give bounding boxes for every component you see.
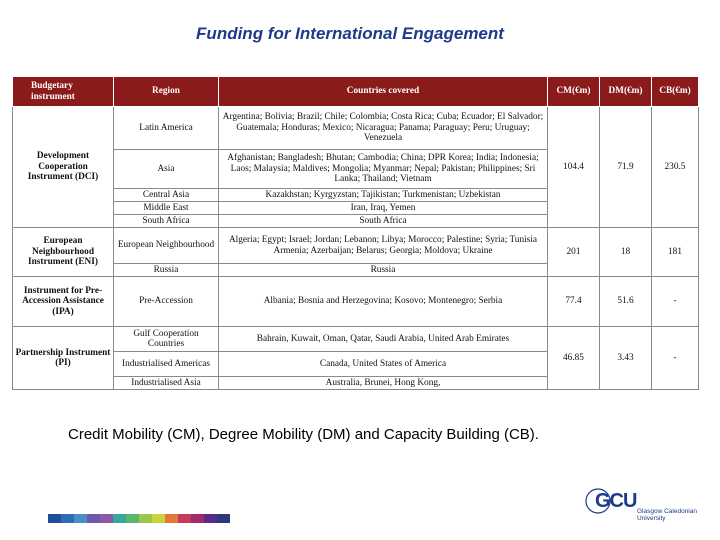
logo-wordmark: GCU <box>595 490 637 512</box>
header-countries: Countries covered <box>219 77 548 107</box>
region-cell: Asia <box>114 150 219 189</box>
countries-cell: Bahrain, Kuwait, Oman, Qatar, Saudi Arabia, United Arab Emirates <box>219 327 548 352</box>
region-cell: Central Asia <box>114 189 219 202</box>
table-row <box>13 228 699 264</box>
funding-table <box>12 76 699 390</box>
dci-dm: 71.9 <box>600 107 652 228</box>
decorative-color-strip <box>48 514 230 523</box>
color-strip-segment <box>178 514 191 523</box>
gcu-logo <box>585 488 697 528</box>
header-cb: CB(€m) <box>652 77 699 107</box>
ipa-cm: 77.4 <box>548 277 600 327</box>
countries-cell: Algeria; Egypt; Israel; Jordan; Lebanon; Libya; Morocco; Palestine; Syria; Tunisia Armenia; Azerbaijan; Belarus; Georgia; Moldova; Ukraine <box>219 228 548 264</box>
table-row <box>13 107 699 150</box>
color-strip-segment <box>139 514 152 523</box>
instrument-eni: European Neighbourhood Instrument (ENI) <box>13 228 114 277</box>
color-strip-segment <box>61 514 74 523</box>
countries-cell: Canada, United States of America <box>219 352 548 377</box>
instrument-dci: Development Cooperation Instrument (DCI) <box>13 107 114 228</box>
color-strip-segment <box>217 514 230 523</box>
pi-cm: 46.85 <box>548 327 600 390</box>
region-cell: European Neighbourhood <box>114 228 219 264</box>
eni-cb: 181 <box>652 228 699 277</box>
logo-university: Glasgow Caledonian University <box>637 508 697 522</box>
ipa-cb: - <box>652 277 699 327</box>
region-cell: Gulf Cooperation Countries <box>114 327 219 352</box>
countries-cell: South Africa <box>219 215 548 228</box>
instrument-pi: Partnership Instrument (PI) <box>13 327 114 390</box>
color-strip-segment <box>165 514 178 523</box>
header-region: Region <box>114 77 219 107</box>
color-strip-segment <box>100 514 113 523</box>
instrument-ipa: Instrument for Pre-Accession Assistance (IPA) <box>13 277 114 327</box>
region-cell: Russia <box>114 264 219 277</box>
slide-title: Funding for International Engagement <box>196 24 504 43</box>
header-cm: CM(€m) <box>548 77 600 107</box>
countries-cell: Albania; Bosnia and Herzegovina; Kosovo; Montenegro; Serbia <box>219 277 548 327</box>
region-cell: South Africa <box>114 215 219 228</box>
countries-cell: Iran, Iraq, Yemen <box>219 202 548 215</box>
color-strip-segment <box>204 514 217 523</box>
countries-cell: Australia, Brunei, Hong Kong, <box>219 377 548 390</box>
header-dm: DM(€m) <box>600 77 652 107</box>
table-row <box>13 277 699 327</box>
eni-cm: 201 <box>548 228 600 277</box>
color-strip-segment <box>152 514 165 523</box>
pi-dm: 3.43 <box>600 327 652 390</box>
region-cell: Middle East <box>114 202 219 215</box>
color-strip-segment <box>48 514 61 523</box>
countries-cell: Russia <box>219 264 548 277</box>
header-instrument: Budgetary instrument <box>13 77 114 107</box>
dci-cb: 230.5 <box>652 107 699 228</box>
dci-cm: 104.4 <box>548 107 600 228</box>
region-cell: Industrialised Asia <box>114 377 219 390</box>
color-strip-segment <box>113 514 126 523</box>
countries-cell: Argentina; Bolivia; Brazil; Chile; Colombia; Costa Rica; Cuba; Ecuador; El Salvador; Guatemala; Honduras; Mexico; Nicaragua; Panama; Paraguay; Peru; Uruguay; Venezuela <box>219 107 548 150</box>
table-row <box>13 327 699 352</box>
region-cell: Industrialised Americas <box>114 352 219 377</box>
eni-dm: 18 <box>600 228 652 277</box>
color-strip-segment <box>74 514 87 523</box>
color-strip-segment <box>87 514 100 523</box>
region-cell: Latin America <box>114 107 219 150</box>
countries-cell: Afghanistan; Bangladesh; Bhutan; Cambodia; China; DPR Korea; India; Indonesia; Laos; Malaysia; Maldives; Mongolia; Myanmar; Nepal; Pakistan; Philippines; Sri Lanka; Thailand; Vietnam <box>219 150 548 189</box>
countries-cell: Kazakhstan; Kyrgyzstan; Tajikistan; Turkmenistan; Uzbekistan <box>219 189 548 202</box>
caption: Credit Mobility (CM), Degree Mobility (DM) and Capacity Building (CB). <box>68 426 539 443</box>
table-header-row <box>13 77 699 107</box>
region-cell: Pre-Accession <box>114 277 219 327</box>
color-strip-segment <box>126 514 139 523</box>
pi-cb: - <box>652 327 699 390</box>
ipa-dm: 51.6 <box>600 277 652 327</box>
color-strip-segment <box>191 514 204 523</box>
